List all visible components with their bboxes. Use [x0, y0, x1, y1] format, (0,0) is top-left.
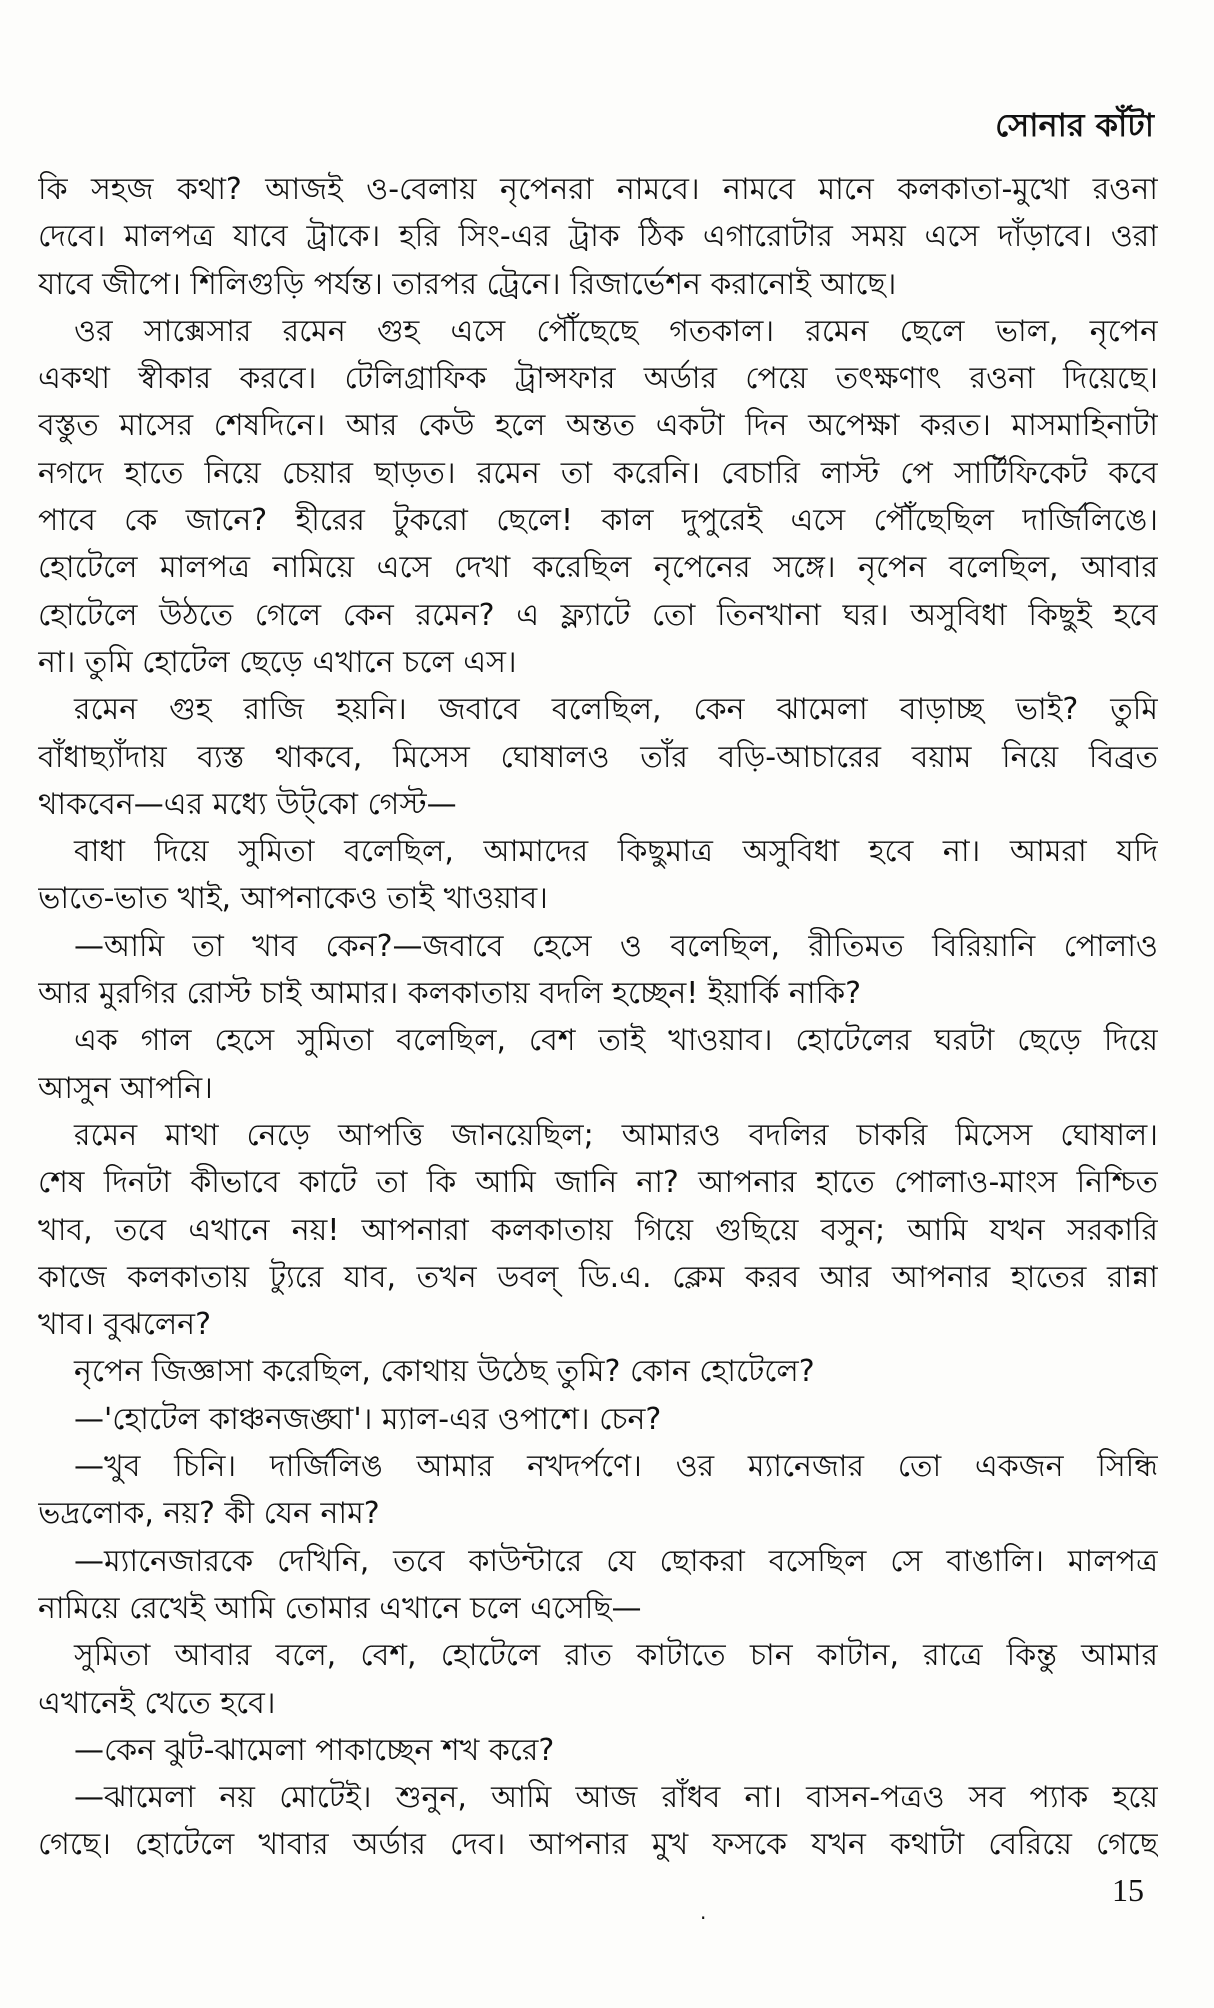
paragraph: [38, 1727, 1158, 1774]
text-line: থাকবেন—এর মধ্যে উট্‌কো গেস্ট—: [38, 786, 457, 822]
text-line: —আমি তা খাব কেন?—জবাবে হেসে ও বলেছিল, রীতিমত বিরিয়ানি পোলাও: [74, 928, 1158, 964]
paragraph: [38, 166, 1158, 308]
text-line: —ঝামেলা নয় মোটেই। শুনুন, আমি আজ রাঁধব না। বাসন-পত্রও সব প্যাক হয়ে: [74, 1780, 1158, 1816]
text-line: —ম্যানেজারকে দেখিনি, তবে কাউন্টারে যে ছোকরা বসেছিল সে বাঙালি। মালপত্র: [74, 1543, 1158, 1579]
text-line: রমেন গুহ রাজি হয়নি। জবাবে বলেছিল, কেন ঝামেলা বাড়াচ্ছ ভাই? তুমি: [74, 692, 1158, 728]
text-line: আর মুরগির রোস্ট চাই আমার। কলকাতায় বদলি হচ্ছেন! ইয়ার্কি নাকি?: [38, 976, 862, 1012]
text-line: একথা স্বীকার করবে। টেলিগ্রাফিক ট্রান্সফার অর্ডার পেয়ে তৎক্ষণাৎ রওনা দিয়েছে।: [38, 361, 1158, 397]
text-line: এখানেই খেতে হবে।: [38, 1685, 276, 1721]
paragraph: [38, 1017, 1158, 1112]
text-line: গেছে। হোটেলে খাবার অর্ডার দেব। আপনার মুখ ফসকে যখন কথাটা বেরিয়ে গেছে: [38, 1827, 1158, 1863]
body-text: [38, 166, 1158, 1869]
text-line: পাবে কে জানে? হীরের টুকরো ছেলে! কাল দুপুরেই এসে পৌঁছেছিল দার্জিলিঙে।: [38, 503, 1158, 539]
paragraph: [38, 1538, 1158, 1633]
text-line: রমেন মাথা নেড়ে আপত্তি জানয়েছিল; আমারও বদলির চাকরি মিসেস ঘোষাল।: [74, 1117, 1158, 1153]
text-line: —খুব চিনি। দার্জিলিঙ আমার নখদর্পণে। ওর ম্যানেজার তো একজন সিন্ধি: [74, 1449, 1158, 1485]
text-line: খাব। বুঝলেন?: [38, 1307, 212, 1343]
text-line: দেবে। মালপত্র যাবে ট্রাকে। হরি সিং-এর ট্রাক ঠিক এগারোটার সময় এসে দাঁড়াবে। ওরা: [38, 219, 1158, 255]
text-line: না। তুমি হোটেল ছেড়ে এখানে চলে এস।: [38, 644, 517, 680]
text-line: নগদে হাতে নিয়ে চেয়ার ছাড়ত। রমেন তা করেনি। বেচারি লাস্ট পে সার্টিফিকেট কবে: [38, 455, 1158, 491]
text-line: বস্তুত মাসের শেষদিনে। আর কেউ হলে অন্তত একটা দিন অপেক্ষা করত। মাসমাহিনাটা: [38, 408, 1158, 444]
paragraph: [38, 308, 1158, 686]
text-line: কাজে কলকাতায় ট্যুরে যাব, তখন ডবল্ ডি.এ. ক্লেম করব আর আপনার হাতের রান্না: [38, 1259, 1158, 1295]
paragraph: [38, 1774, 1158, 1869]
text-line: —কেন ঝুট-ঝামেলা পাকাচ্ছেন শখ করে?: [74, 1732, 555, 1768]
text-line: হোটেলে মালপত্র নামিয়ে এসে দেখা করেছিল নৃপেনের সঙ্গে। নৃপেন বলেছিল, আবার: [38, 550, 1158, 586]
paragraph: [38, 923, 1158, 1018]
text-line: নামিয়ে রেখেই আমি তোমার এখানে চলে এসেছি—: [38, 1590, 642, 1626]
text-line: বাঁধাছ্যাঁদায় ব্যস্ত থাকবে, মিসেস ঘোষালও তাঁর বড়ি-আচারের বয়াম নিয়ে বিব্রত: [38, 739, 1158, 775]
paragraph: [38, 1396, 1158, 1443]
paragraph: [38, 686, 1158, 828]
text-line: এক গাল হেসে সুমিতা বলেছিল, বেশ তাই খাওয়াব। হোটেলের ঘরটা ছেড়ে দিয়ে: [74, 1023, 1158, 1059]
paragraph: [38, 828, 1158, 923]
text-line: ভাতে-ভাত খাই, আপনাকেও তাই খাওয়াব।: [38, 881, 548, 917]
paragraph: [38, 1443, 1158, 1538]
running-title: সোনার কাঁটা: [995, 106, 1154, 144]
paragraph: [38, 1112, 1158, 1348]
paragraph: [38, 1632, 1158, 1727]
text-line: বাধা দিয়ে সুমিতা বলেছিল, আমাদের কিছুমাত্র অসুবিধা হবে না। আমরা যদি: [74, 834, 1158, 870]
text-line: খাব, তবে এখানে নয়! আপনারা কলকাতায় গিয়ে গুছিয়ে বসুন; আমি যখন সরকারি: [38, 1212, 1158, 1248]
text-line: ওর সাক্সেসার রমেন গুহ এসে পৌঁছেছে গতকাল। রমেন ছেলে ভাল, নৃপেন: [74, 313, 1158, 349]
page-number: 15: [1112, 1872, 1144, 1908]
text-line: —'হোটেল কাঞ্চনজঙ্ঘা'। ম্যাল-এর ওপাশে। চেন?: [74, 1401, 662, 1437]
text-line: হোটেলে উঠতে গেলে কেন রমেন? এ ফ্ল্যাটে তো তিনখানা ঘর। অসুবিধা কিছুই হবে: [38, 597, 1158, 633]
text-line: ভদ্রলোক, নয়? কী যেন নাম?: [38, 1496, 380, 1532]
text-line: সুমিতা আবার বলে, বেশ, হোটেলে রাত কাটাতে চান কাটান, রাত্রে কিন্তু আমার: [74, 1638, 1158, 1674]
text-line: শেষ দিনটা কীভাবে কাটে তা কি আমি জানি না? আপনার হাতে পোলাও-মাংস নিশ্চিত: [38, 1165, 1158, 1201]
text-line: কি সহজ কথা? আজই ও-বেলায় নৃপেনরা নামবে। নামবে মানে কলকাতা-মুখো রওনা: [38, 172, 1158, 207]
text-line: যাবে জীপে। শিলিগুড়ি পর্যন্ত। তারপর ট্রেনে। রিজার্ভেশন করানোই আছে।: [38, 266, 897, 302]
text-line: নৃপেন জিজ্ঞাসা করেছিল, কোথায় উঠেছ তুমি? কোন হোটেলে?: [74, 1354, 815, 1390]
text-line: আসুন আপনি।: [38, 1070, 213, 1106]
scan-speck: .: [700, 1900, 707, 1924]
paragraph: [38, 1348, 1158, 1395]
